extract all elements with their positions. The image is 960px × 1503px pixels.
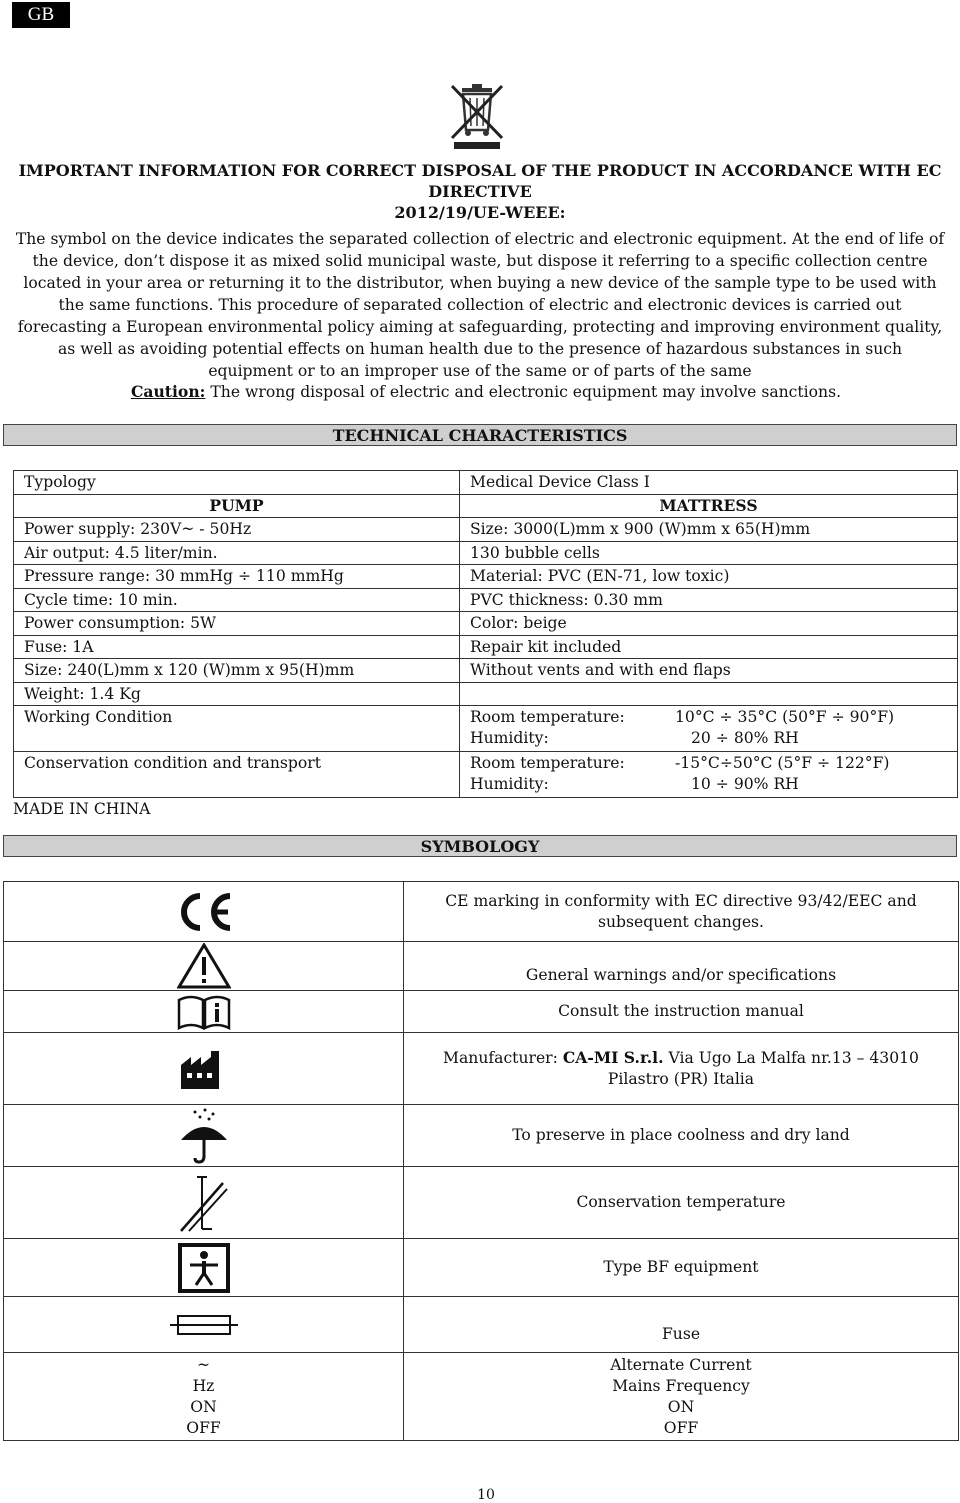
hz-symbol: Hz bbox=[192, 1376, 215, 1395]
disposal-body: The symbol on the device indicates the separated collection of electric and electronic equipment. At the end of life of the device, don’t dispose it as mixed solid municipal waste, but dispose it referring to a specific collection centre located in your area or returning it to the distributor, when buying a new device of the sample type to be used with the same functions. This procedure of separated collection of electric and electronic devices is carried out forecasting a European environmental policy aiming at safeguarding, protecting and improving environment quality, as well as avoiding potential effects on human health due to the presence of hazardous substances in such equipment or to an improper use of the same or of parts of the same bbox=[15, 230, 945, 380]
ce-mark-text: CE marking in conformity with EC directive 93/42/EEC and subsequent changes. bbox=[404, 882, 959, 942]
off-symbol: OFF bbox=[186, 1418, 221, 1437]
symbology-table bbox=[3, 881, 959, 1441]
manual-text: Consult the instruction manual bbox=[404, 991, 959, 1033]
mains-frequency-text: Mains Frequency bbox=[612, 1376, 750, 1395]
manual-icon bbox=[177, 994, 231, 1030]
pump-spec: Power supply: 230V~ - 50Hz bbox=[14, 518, 460, 542]
table-row bbox=[14, 752, 958, 798]
table-row bbox=[4, 1297, 959, 1353]
ce-mark-icon bbox=[172, 890, 236, 934]
on-text: ON bbox=[667, 1397, 695, 1416]
disposal-title-line2: 2012/19/UE-WEEE: bbox=[394, 203, 566, 222]
pump-header: PUMP bbox=[14, 494, 460, 518]
room-temp-label: Room temperature: bbox=[470, 708, 625, 726]
manufacturer-text bbox=[404, 1033, 959, 1105]
off-text: OFF bbox=[663, 1418, 699, 1437]
symbology-title: SYMBOLOGY bbox=[3, 835, 957, 857]
mattress-spec: Repair kit included bbox=[460, 635, 958, 659]
mattress-spec: Material: PVC (EN-71, low toxic) bbox=[460, 565, 958, 589]
table-row bbox=[14, 518, 958, 542]
pump-spec: Pressure range: 30 mmHg ÷ 110 mmHg bbox=[14, 565, 460, 589]
working-condition-values bbox=[460, 706, 958, 752]
table-row bbox=[4, 991, 959, 1033]
manufacturer-name: CA-MI S.r.l. bbox=[562, 1048, 664, 1067]
humidity-label: Humidity: bbox=[470, 729, 549, 747]
table-row bbox=[4, 1105, 959, 1167]
conservation-condition-values bbox=[460, 752, 958, 798]
manufacturer-prefix: Manufacturer: bbox=[443, 1049, 563, 1067]
table-row bbox=[4, 882, 959, 942]
table-row bbox=[14, 471, 958, 495]
alternate-current-symbol: ~ bbox=[196, 1355, 211, 1374]
pump-spec: Power consumption: 5W bbox=[14, 612, 460, 636]
table-row bbox=[14, 612, 958, 636]
warning-icon bbox=[177, 943, 231, 989]
type-bf-icon bbox=[178, 1243, 230, 1293]
table-row bbox=[4, 1239, 959, 1297]
pump-spec: Fuse: 1A bbox=[14, 635, 460, 659]
umbrella-text: To preserve in place coolness and dry land bbox=[404, 1105, 959, 1167]
alternate-current-text: Alternate Current bbox=[610, 1355, 752, 1374]
table-row bbox=[14, 565, 958, 589]
table-row bbox=[14, 494, 958, 518]
factory-icon bbox=[179, 1049, 229, 1089]
pump-spec: Weight: 1.4 Kg bbox=[14, 682, 460, 706]
type-bf-text: Type BF equipment bbox=[404, 1239, 959, 1297]
made-in-label: MADE IN CHINA bbox=[13, 800, 151, 818]
pump-spec: Cycle time: 10 min. bbox=[14, 588, 460, 612]
mattress-header: MATTRESS bbox=[460, 494, 958, 518]
fuse-text: Fuse bbox=[404, 1297, 959, 1353]
page-number: 10 bbox=[477, 1487, 495, 1503]
working-condition-label: Working Condition bbox=[14, 706, 460, 752]
mattress-spec bbox=[460, 682, 958, 706]
caution-text: The wrong disposal of electric and electronic equipment may involve sanctions. bbox=[205, 383, 842, 401]
typology-value: Medical Device Class I bbox=[460, 471, 958, 495]
umbrella-icon bbox=[179, 1108, 229, 1164]
conservation-condition-label: Conservation condition and transport bbox=[14, 752, 460, 798]
manufacturer-address: Via Ugo La Malfa nr.13 – 43010 Pilastro (PR) Italia bbox=[607, 1049, 919, 1088]
humidity-value: 10 ÷ 90% RH bbox=[691, 775, 799, 793]
mattress-spec: Without vents and with end flaps bbox=[460, 659, 958, 683]
technical-characteristics-title: TECHNICAL CHARACTERISTICS bbox=[3, 424, 957, 446]
disposal-title bbox=[0, 160, 960, 223]
table-row bbox=[14, 635, 958, 659]
fuse-icon bbox=[170, 1313, 238, 1337]
mattress-spec: PVC thickness: 0.30 mm bbox=[460, 588, 958, 612]
table-row bbox=[14, 659, 958, 683]
thermometer-icon bbox=[177, 1173, 231, 1233]
room-temp-value: 10°C ÷ 35°C (50°F ÷ 90°F) bbox=[675, 708, 895, 726]
conservation-temp-text: Conservation temperature bbox=[404, 1167, 959, 1239]
technical-table bbox=[13, 470, 958, 798]
language-tag: GB bbox=[12, 2, 70, 28]
table-row bbox=[14, 706, 958, 752]
weee-bin-icon bbox=[448, 82, 506, 150]
humidity-label: Humidity: bbox=[470, 775, 549, 793]
pump-spec: Air output: 4.5 liter/min. bbox=[14, 541, 460, 565]
mattress-spec: Color: beige bbox=[460, 612, 958, 636]
table-row bbox=[4, 942, 959, 991]
caution-label: Caution: bbox=[130, 382, 206, 401]
disposal-title-line1: IMPORTANT INFORMATION FOR CORRECT DISPOSAL OF THE PRODUCT IN ACCORDANCE WITH EC DIRECTIVE bbox=[18, 161, 942, 201]
table-row bbox=[4, 1033, 959, 1105]
mattress-spec: Size: 3000(L)mm x 900 (W)mm x 65(H)mm bbox=[460, 518, 958, 542]
typology-label: Typology bbox=[14, 471, 460, 495]
warning-text: General warnings and/or specifications bbox=[404, 942, 959, 991]
table-row bbox=[4, 1167, 959, 1239]
caution-line bbox=[0, 381, 960, 403]
room-temp-label: Room temperature: bbox=[470, 754, 625, 772]
table-row bbox=[14, 588, 958, 612]
room-temp-value: -15°C÷50°C (5°F ÷ 122°F) bbox=[675, 754, 890, 772]
on-symbol: ON bbox=[190, 1397, 217, 1416]
table-row bbox=[4, 1353, 959, 1441]
table-row bbox=[14, 682, 958, 706]
humidity-value: 20 ÷ 80% RH bbox=[691, 729, 799, 747]
pump-spec: Size: 240(L)mm x 120 (W)mm x 95(H)mm bbox=[14, 659, 460, 683]
mattress-spec: 130 bubble cells bbox=[460, 541, 958, 565]
table-row bbox=[14, 541, 958, 565]
